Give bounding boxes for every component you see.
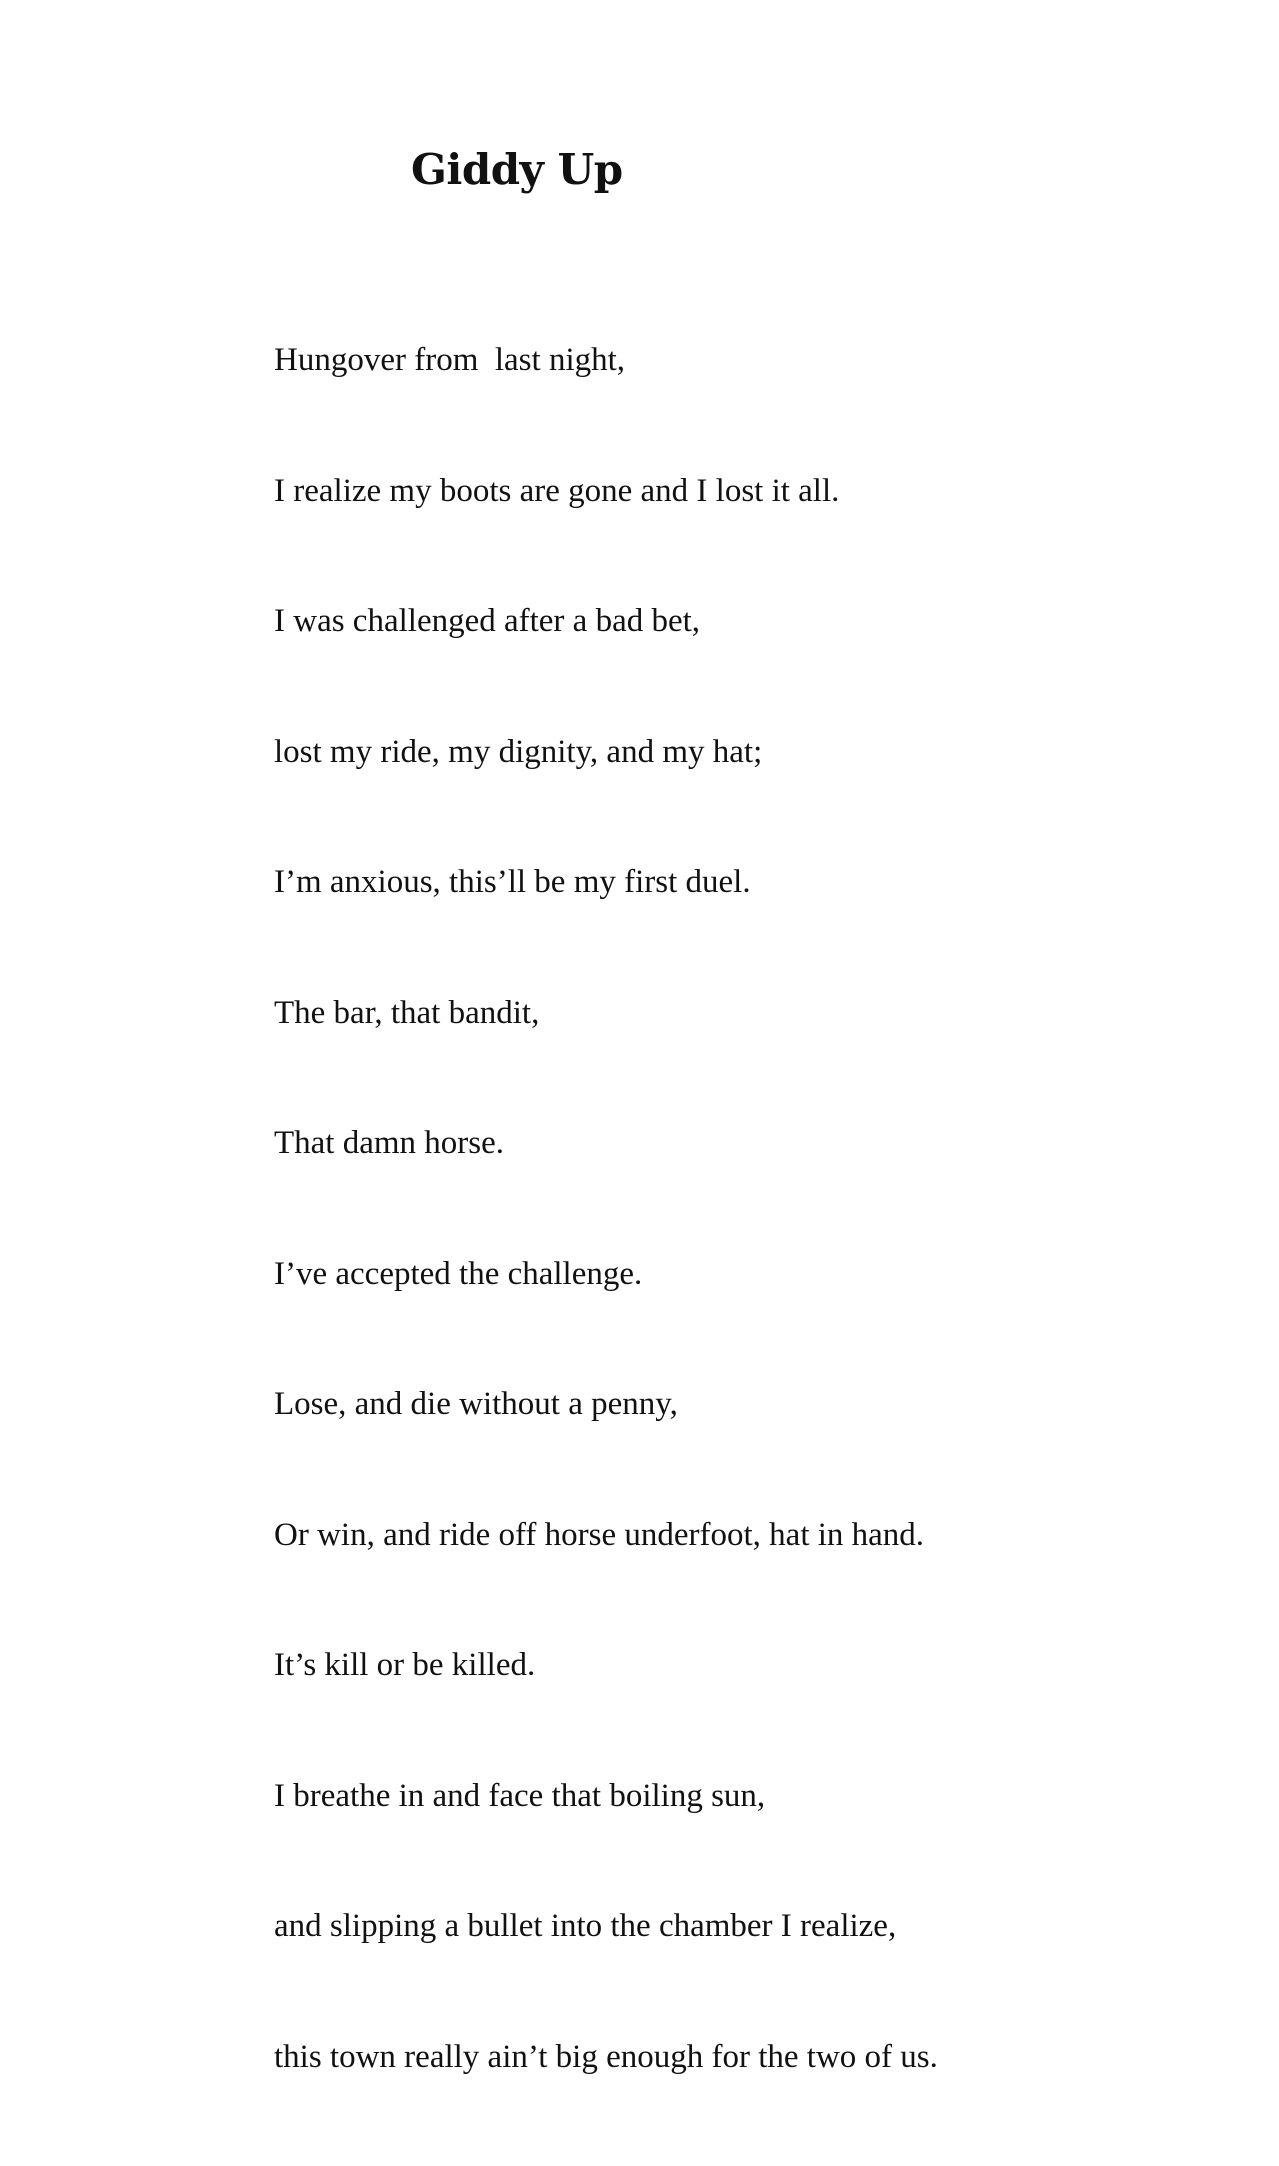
poem-line: I’ve accepted the challenge. (274, 1255, 643, 1292)
poem-title: Giddy Up (411, 145, 623, 194)
poem-line: I realize my boots are gone and I lost it all. (274, 472, 840, 509)
poem-line: lost my ride, my dignity, and my hat; (274, 733, 763, 770)
poem-line: Hungover from last night, (274, 342, 626, 378)
poem-body (274, 252, 938, 2166)
poem-line: That damn horse. (274, 1125, 505, 1161)
poem-line: I was challenged after a bad bet, (274, 603, 701, 639)
poem-line: and slipping a bullet into the chamber I realize, (274, 1908, 897, 1944)
poem-line: I breathe in and face that boiling sun, (274, 1777, 766, 1814)
poem-line: I’m anxious, this’ll be my first duel. (274, 864, 751, 900)
poem-line: Or win, and ride off horse underfoot, hat in hand. (274, 1516, 925, 1553)
poem-line: this town really ain’t big enough for the two of us. (274, 2038, 938, 2075)
poem-line: The bar, that bandit, (274, 994, 540, 1031)
poem-line: Lose, and die without a penny, (274, 1386, 678, 1422)
poem-line: It’s kill or be killed. (274, 1647, 536, 1683)
